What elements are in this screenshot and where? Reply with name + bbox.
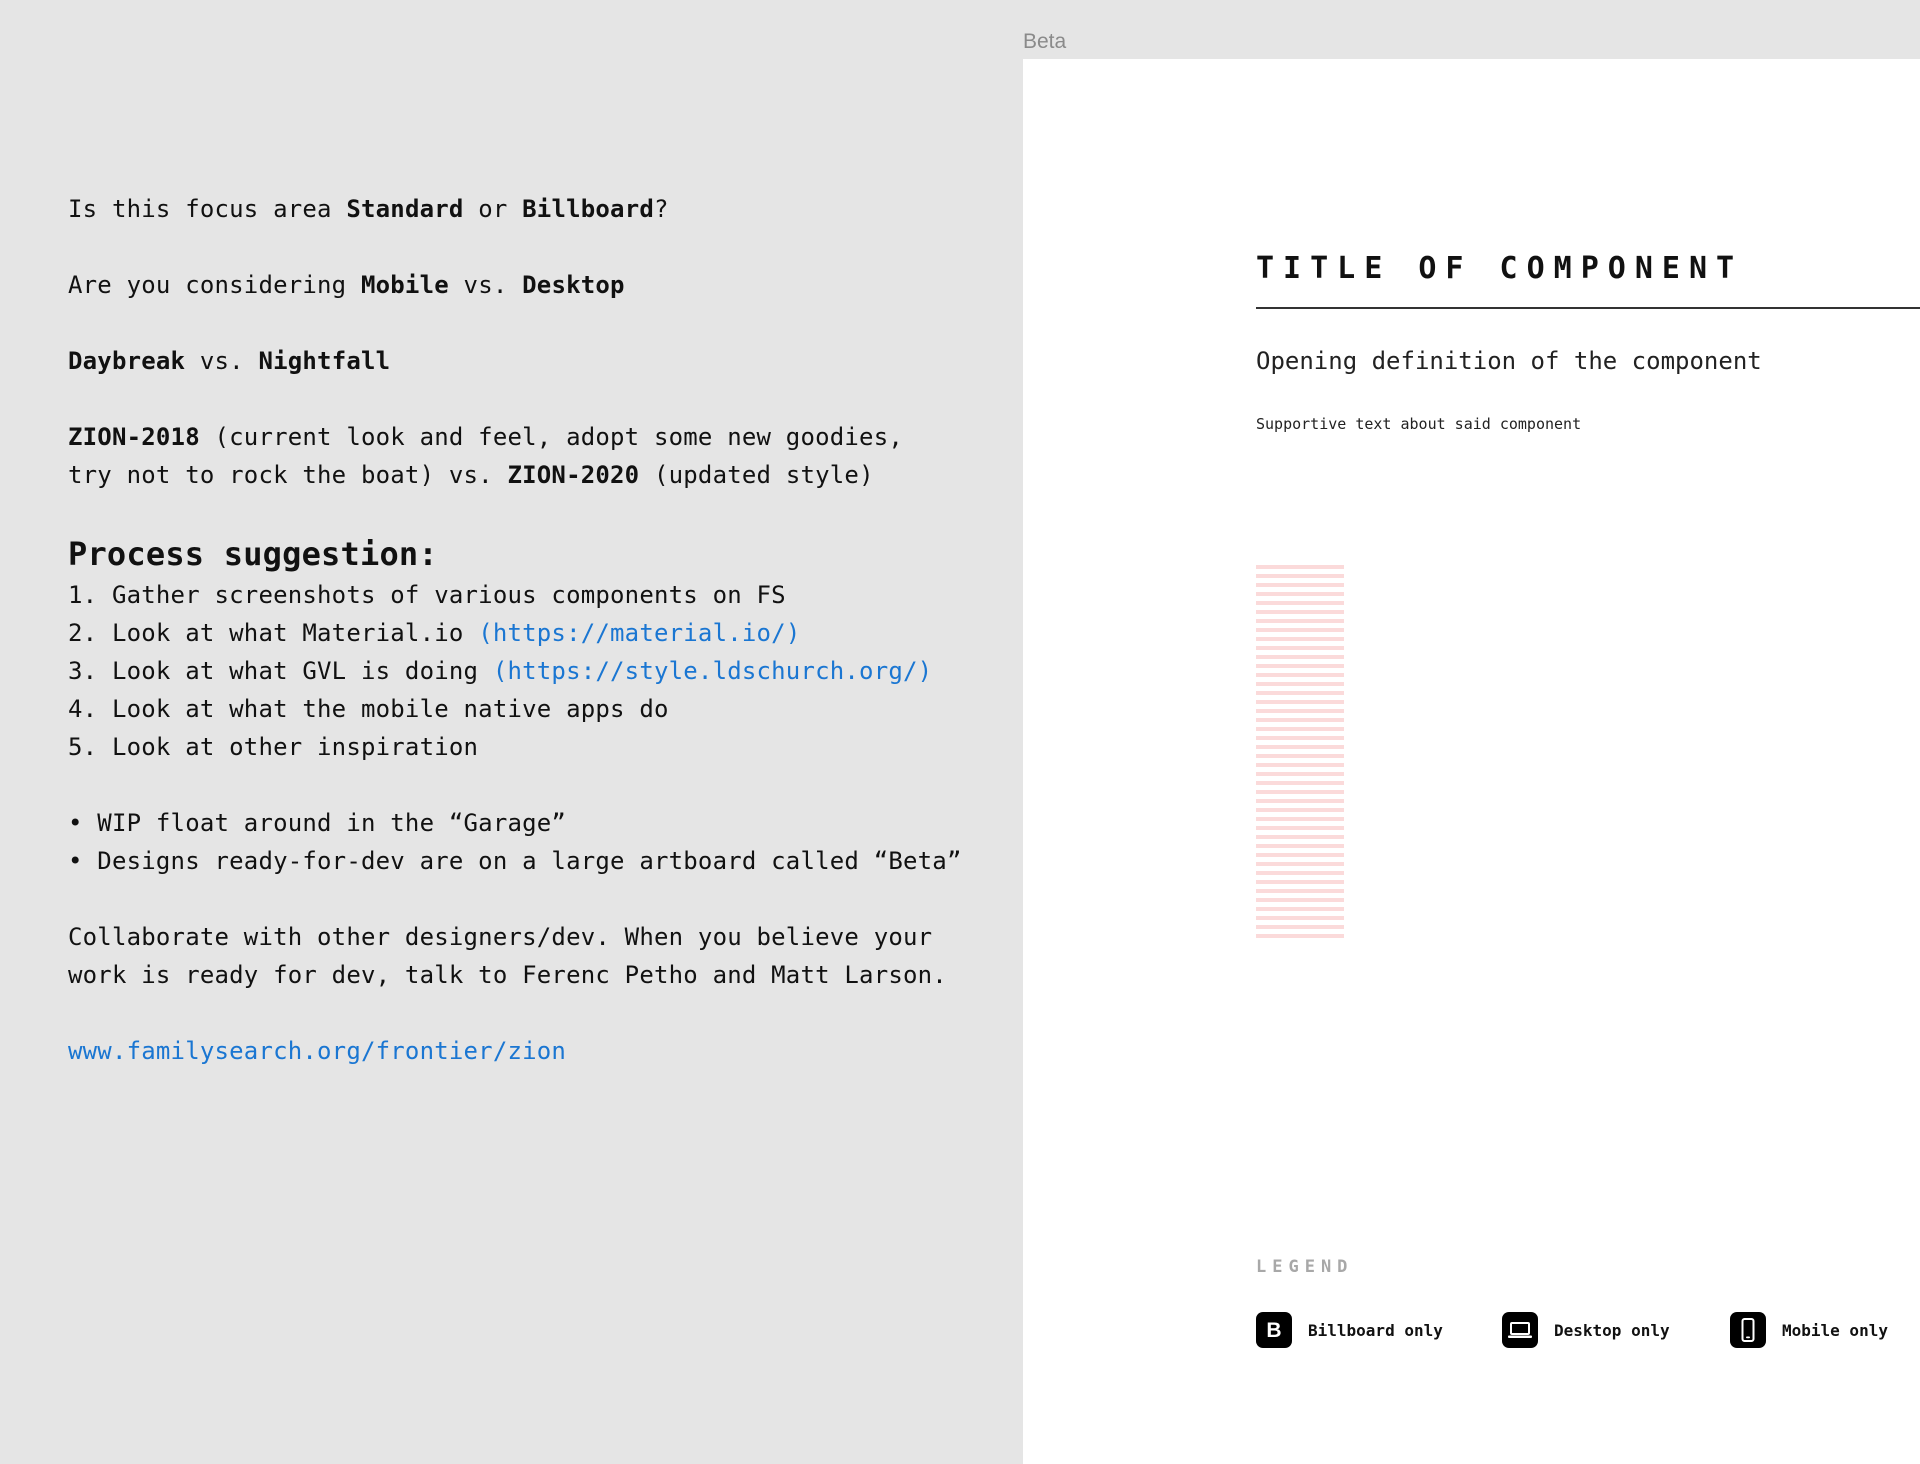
step-text: 4. Look at what the mobile native apps do	[68, 695, 669, 723]
gvl-style-link[interactable]: (https://style.ldschurch.org/)	[492, 657, 933, 685]
process-heading: Process suggestion:	[68, 535, 438, 573]
material-io-link[interactable]: (https://material.io/)	[478, 619, 801, 647]
question-text: (current look and feel, adopt some new goodies, try not to rock the boat) vs.	[68, 423, 904, 489]
placeholder-stripes	[1256, 565, 1344, 941]
notes-bullets	[68, 804, 968, 880]
zion-footer-link-row	[68, 1032, 968, 1070]
step-text: 5. Look at other inspiration	[68, 733, 479, 761]
question-zion-version	[68, 418, 958, 494]
zion-site-link[interactable]: www.familysearch.org/frontier/zion	[68, 1037, 567, 1065]
legend-title: LEGEND	[1256, 1257, 1354, 1277]
phone-icon	[1741, 1318, 1755, 1342]
question-text: vs.	[185, 347, 259, 375]
question-text: or	[463, 195, 523, 223]
question-standard-billboard	[68, 190, 968, 228]
zion-2020-emphasis: ZION-2020	[507, 461, 640, 489]
mobile-emphasis: Mobile	[360, 271, 449, 299]
legend-item-mobile	[1730, 1312, 1888, 1348]
question-text: Are you considering	[68, 271, 361, 299]
process-step	[68, 728, 968, 766]
process-step	[68, 576, 968, 614]
question-text: vs.	[448, 271, 523, 299]
question-text: Is this focus area	[68, 195, 347, 223]
step-text: 3. Look at what GVL is doing	[68, 657, 493, 685]
laptop-icon	[1508, 1321, 1532, 1339]
mobile-icon	[1730, 1312, 1766, 1348]
legend-item-desktop	[1502, 1312, 1670, 1348]
nightfall-emphasis: Nightfall	[258, 347, 391, 375]
component-definition: Opening definition of the component	[1256, 347, 1762, 375]
question-text: ?	[654, 195, 669, 223]
question-daybreak-nightfall	[68, 342, 968, 380]
billboard-icon	[1256, 1312, 1292, 1348]
zion-2018-emphasis: ZION-2018	[68, 423, 200, 451]
process-step	[68, 652, 968, 690]
beta-artboard[interactable]	[1023, 59, 1920, 1464]
bullet-item: • Designs ready-for-dev are on a large artboard called “Beta”	[68, 847, 962, 875]
legend-label: Billboard only	[1308, 1320, 1443, 1340]
billboard-emphasis: Billboard	[522, 195, 654, 223]
legend-label: Mobile only	[1782, 1320, 1888, 1340]
legend-item-billboard	[1256, 1312, 1443, 1348]
notes-panel	[68, 190, 968, 1108]
bullet-item: • WIP float around in the “Garage”	[68, 809, 567, 837]
question-mobile-desktop	[68, 266, 968, 304]
desktop-icon	[1502, 1312, 1538, 1348]
desktop-emphasis: Desktop	[522, 271, 625, 299]
daybreak-emphasis: Daybreak	[68, 347, 186, 375]
billboard-glyph: B	[1266, 1318, 1282, 1342]
artboard-label[interactable]: Beta	[1023, 30, 1067, 53]
process-steps	[68, 576, 968, 766]
collaborate-paragraph: Collaborate with other designers/dev. When you believe your work is ready for dev, talk to Ferenc Petho and Matt Larson.	[68, 923, 947, 989]
step-text: 2. Look at what Material.io	[68, 619, 479, 647]
legend-label: Desktop only	[1554, 1320, 1670, 1340]
process-step	[68, 690, 968, 728]
component-title: TITLE OF COMPONENT	[1256, 251, 1744, 286]
standard-emphasis: Standard	[346, 195, 464, 223]
process-step	[68, 614, 968, 652]
title-divider	[1256, 307, 1920, 309]
step-text: 1. Gather screenshots of various components on FS	[68, 581, 786, 609]
component-supportive-text: Supportive text about said component	[1256, 415, 1582, 433]
question-text: (updated style)	[639, 461, 874, 489]
